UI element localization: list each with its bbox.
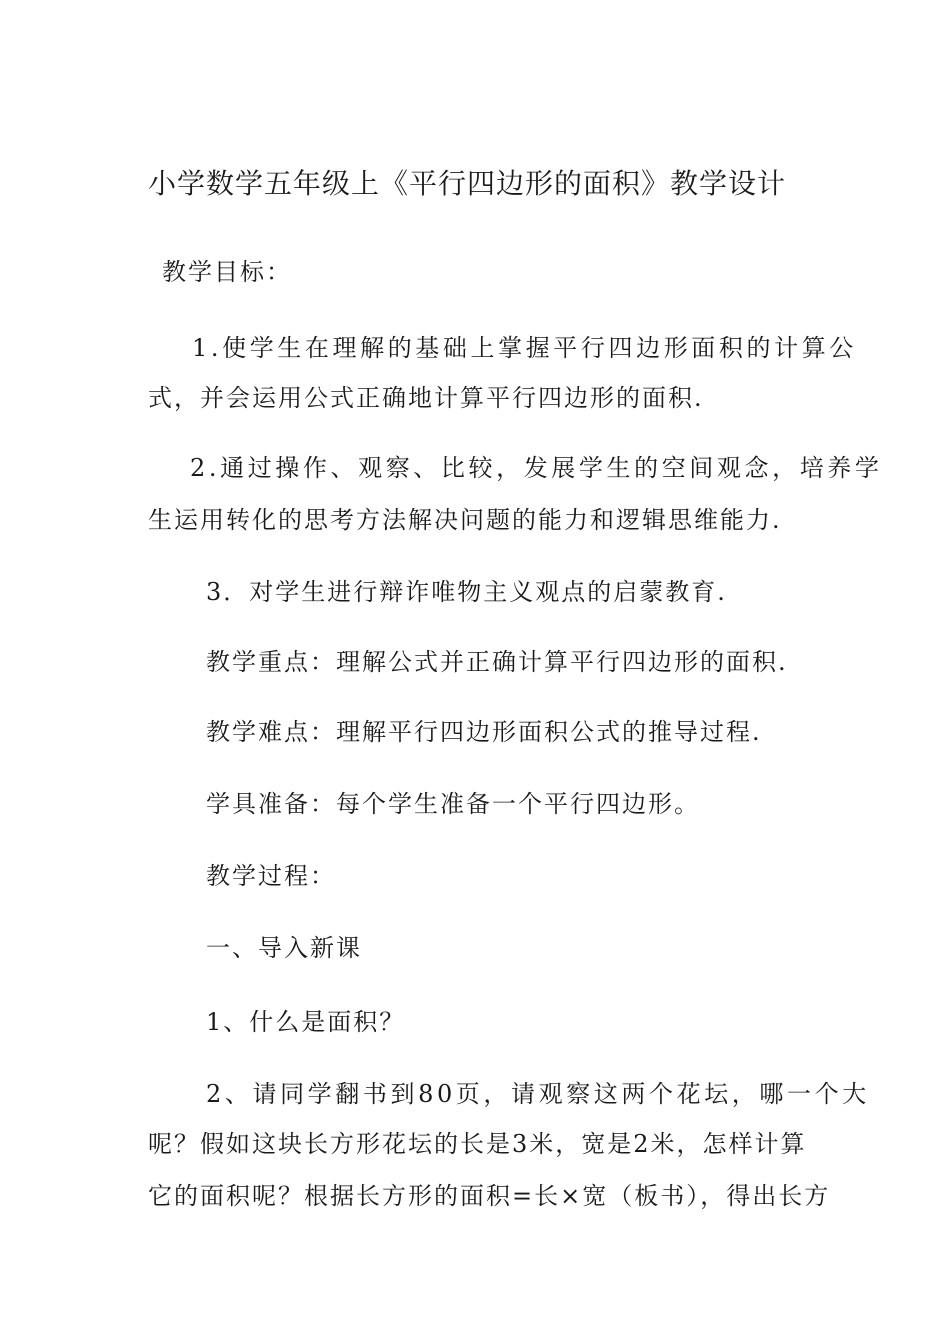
paragraph-line: 1.使学生在理解的基础上掌握平行四边形面积的计算公 [192,334,857,362]
section-heading-process: 教学过程： [206,862,336,890]
paragraph-line: 2、请同学翻书到80页，请观察这两个花坛，哪一个大 [206,1080,870,1108]
section-heading-intro: 一、导入新课 [206,934,362,962]
paragraph-line: 2.通过操作、观察、比较，发展学生的空间观念，培养学 [190,454,883,482]
paragraph-line: 式，并会运用公式正确地计算平行四边形的面积. [148,384,704,412]
paragraph-line: 3．对学生进行辩诈唯物主义观点的启蒙教育. [206,578,727,606]
document-title: 小学数学五年级上《平行四边形的面积》教学设计 [148,167,787,200]
materials-prep: 学具准备：每个学生准备一个平行四边形。 [206,790,700,818]
paragraph-line: 1、什么是面积？ [206,1008,406,1036]
teaching-focus: 教学重点：理解公式并正确计算平行四边形的面积. [206,648,788,676]
teaching-difficulty: 教学难点：理解平行四边形面积公式的推导过程. [206,718,762,746]
paragraph-line: 呢？假如这块长方形花坛的长是3米，宽是2米，怎样计算 [148,1130,807,1158]
paragraph-line: 它的面积呢？根据长方形的面积=长×宽（板书），得出长方 [148,1182,831,1210]
paragraph-line: 生运用转化的思考方法解决问题的能力和逻辑思维能力. [148,506,782,534]
section-heading-objectives: 教学目标： [162,258,292,286]
